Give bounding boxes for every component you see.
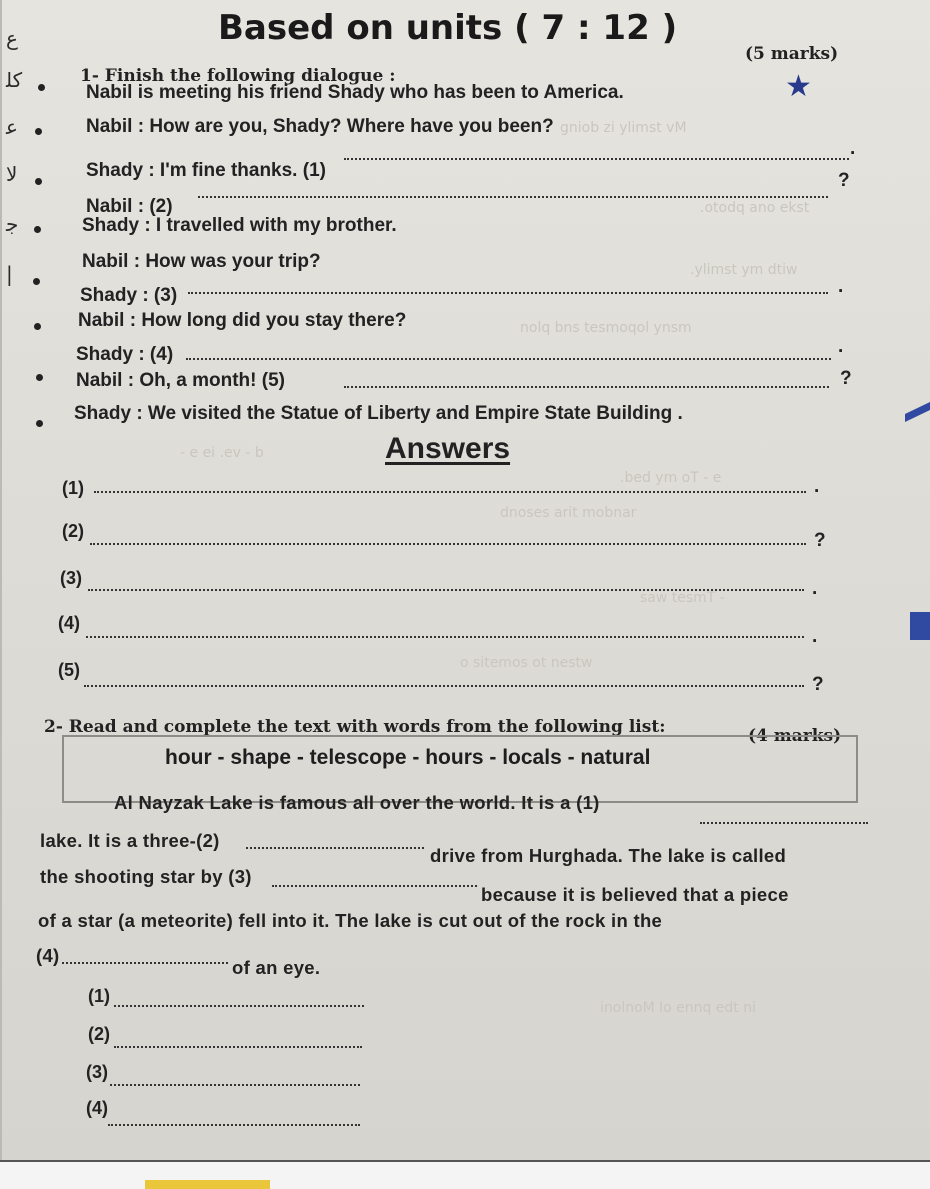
dialogue-text: : I'm fine thanks. (1) bbox=[148, 160, 326, 181]
page-margin bbox=[0, 0, 2, 1160]
answer-label: (4) bbox=[86, 1098, 108, 1118]
end-punct: . bbox=[812, 578, 818, 599]
para-blank-1[interactable] bbox=[700, 822, 868, 824]
end-punct: ? bbox=[814, 530, 826, 551]
dialogue-text: : How long did you stay there? bbox=[129, 310, 407, 331]
dialogue-line bbox=[86, 160, 326, 182]
dialogue-line bbox=[86, 116, 554, 138]
end-punct: . bbox=[814, 476, 820, 497]
dialogue-line bbox=[76, 370, 285, 392]
question2-heading: 2- Read and complete the text with words from the following list: bbox=[44, 717, 666, 737]
q2-answer-blank-2[interactable] bbox=[114, 1046, 362, 1048]
dialogue-line bbox=[82, 215, 397, 237]
end-punct: ? bbox=[812, 674, 824, 695]
answer-blank-5[interactable] bbox=[84, 685, 804, 687]
end-punct: . bbox=[812, 626, 818, 647]
paragraph-line-2a: lake. It is a three-(2) bbox=[40, 830, 220, 851]
dialogue-text: : How was your trip? bbox=[133, 251, 321, 272]
question1-marks: (5 marks) bbox=[745, 44, 839, 64]
question1-heading: 1- Finish the following dialogue : bbox=[80, 66, 396, 86]
paragraph-line-3b: because it is believed that a piece bbox=[481, 884, 789, 905]
dialogue-line bbox=[82, 251, 321, 273]
end-punct: . bbox=[838, 276, 844, 297]
answer-label: (5) bbox=[58, 660, 80, 680]
word-list: hour - shape - telescope - hours - locals - natural bbox=[165, 746, 651, 769]
end-punct: ? bbox=[840, 368, 852, 389]
paragraph-line-1: Al Nayzak Lake is famous all over the world. It is a (1) bbox=[114, 792, 600, 813]
q2-answer-blank-1[interactable] bbox=[114, 1005, 364, 1007]
blank-line-1[interactable] bbox=[344, 158, 849, 160]
answer-blank-3[interactable] bbox=[88, 589, 804, 591]
paragraph-line-2b: drive from Hurghada. The lake is called bbox=[430, 845, 787, 866]
blank-line-4[interactable] bbox=[186, 358, 831, 360]
bullet-dot bbox=[35, 128, 42, 135]
dialogue-text: : Oh, a month! (5) bbox=[127, 370, 285, 391]
bullet-dot bbox=[34, 226, 41, 233]
answers-title: Answers bbox=[385, 432, 511, 465]
speaker: Nabil bbox=[86, 116, 133, 137]
dialogue-intro: Nabil is meeting his friend Shady who has been to America. bbox=[86, 82, 624, 103]
dialogue-line bbox=[74, 403, 683, 425]
dialogue-text: : We visited the Statue of Liberty and Empire State Building . bbox=[136, 403, 683, 424]
end-punct: . bbox=[850, 138, 856, 159]
para-blank-3[interactable] bbox=[272, 885, 477, 887]
bullet-dot bbox=[33, 278, 40, 285]
speaker: Nabil bbox=[76, 370, 123, 391]
answer-blank-1[interactable] bbox=[94, 491, 806, 493]
yellow-strip bbox=[145, 1180, 270, 1189]
dialogue-line bbox=[78, 310, 406, 332]
dialogue-text: : (2) bbox=[137, 196, 173, 217]
para-blank-2[interactable] bbox=[246, 847, 424, 849]
blank-line-5[interactable] bbox=[344, 386, 829, 388]
bullet-dot bbox=[36, 374, 43, 381]
question2-marks: (4 marks) bbox=[748, 726, 842, 746]
blue-scribble bbox=[905, 402, 930, 422]
dialogue-line bbox=[76, 344, 173, 366]
answer-blank-2[interactable] bbox=[90, 543, 806, 545]
paragraph-line-3a: the shooting star by (3) bbox=[40, 866, 252, 887]
end-punct: . bbox=[838, 336, 844, 357]
q2-answer-blank-3[interactable] bbox=[110, 1084, 360, 1086]
answer-label: (1) bbox=[88, 986, 110, 1006]
speaker: Nabil bbox=[78, 310, 125, 331]
answer-blank-4[interactable] bbox=[86, 636, 804, 638]
answer-label: (4) bbox=[58, 613, 80, 633]
speaker: Nabil bbox=[86, 196, 133, 217]
bullet-dot bbox=[36, 420, 43, 427]
paragraph-line-5b: of an eye. bbox=[232, 957, 321, 978]
star-mark-icon: ★ bbox=[785, 69, 812, 104]
end-punct: ? bbox=[838, 170, 850, 191]
side-mark: ع bbox=[6, 26, 18, 50]
blank-line-3[interactable] bbox=[188, 292, 828, 294]
answer-label: (1) bbox=[62, 478, 84, 498]
worksheet-page: gniob zi ylimst vM .otodq ano ekst .ylimst ym dtiw nolq bns tesmoqol ynsm - e ei .ev - b .bed ym oT - e dnoses arit mobnar saw tesmT - o sitemos ot nestw inolnoM lo ennq edt ni ع ﻛﻠ ﻋ ﻟﺎ ﺟ | Based on units ( 7 : 12 ) (5 marks) 1- Finish the following dialogue : Nabil is meeting his friend Shady who has been to America. ★ Nabil : How are you, Shady? Where have you been? Shady : I'm fine thanks. (1) . Nabil : (2) ? Shady : I travelled with my brother. Nabil : How was your trip? Shady : (3) . Nabil : How long did you stay there? Shady : (4) . Nabil : Oh, a month! (5) ? Shady : We visited the Statue of Liberty and Empire State Building . Answers (1) . (2) ? (3) . (4) . (5) ? 2- Read and complete the text with words from the following list: (4 marks) hour - shape - telescope - hours - locals - natural Al Nayzak Lake is famous all over the world. It is a (1) lake. It is a three-(2) drive from Hurghada. The lake is called the shooting star by (3) because it is believed that a piece of a star (a meteorite) fell into it. The lake is cut out of the rock in the (4) of an eye. (1) (2) (3) (4) bbox=[0, 0, 930, 1187]
answer-label: (3) bbox=[86, 1062, 108, 1082]
q2-answer-blank-4[interactable] bbox=[108, 1124, 360, 1126]
dialogue-text: : How are you, Shady? Where have you been? bbox=[137, 116, 554, 137]
dialogue-text: : I travelled with my brother. bbox=[144, 215, 397, 236]
dialogue-text: : (3) bbox=[142, 285, 178, 306]
speaker: Shady bbox=[74, 403, 132, 424]
speaker: Shady bbox=[80, 285, 138, 306]
answer-label: (2) bbox=[62, 521, 84, 541]
speaker: Shady bbox=[86, 160, 144, 181]
bullet-dot bbox=[38, 84, 45, 91]
speaker: Nabil bbox=[82, 251, 129, 272]
dialogue-text: : (4) bbox=[138, 344, 174, 365]
page-bottom-edge bbox=[0, 1160, 930, 1189]
blank-line-2[interactable] bbox=[198, 196, 828, 198]
paragraph-line-5a: (4) bbox=[36, 945, 60, 966]
paragraph-line-4: of a star (a meteorite) fell into it. The lake is cut out of the rock in the bbox=[38, 910, 663, 931]
answer-label: (3) bbox=[60, 568, 82, 588]
page-title: Based on units ( 7 : 12 ) bbox=[218, 8, 678, 48]
dialogue-line bbox=[80, 285, 177, 307]
blue-scribble bbox=[910, 612, 930, 640]
answer-label: (2) bbox=[88, 1024, 110, 1044]
para-blank-4[interactable] bbox=[62, 962, 228, 964]
bullet-dot bbox=[35, 178, 42, 185]
speaker: Shady bbox=[82, 215, 140, 236]
speaker: Shady bbox=[76, 344, 134, 365]
bullet-dot bbox=[34, 323, 41, 330]
